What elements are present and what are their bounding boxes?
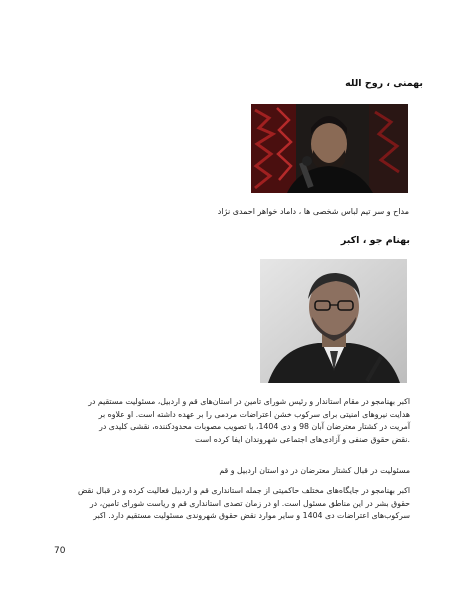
person-1-name: بهمنی ، روح الله (345, 78, 423, 89)
person-2-photo (260, 259, 407, 383)
bio-line: اکبر بهنامجو در مقام استاندار و رئیس شورای تامین در استان‌های قم و اردبیل، مسئولیت مستقیم در (88, 397, 410, 406)
responsibility-text (10, 485, 410, 523)
responsibility-line: حقوق بشر در این مناطق مسئول است. او در زمان تصدی استانداری قم و ریاست شورای تامین، در (89, 498, 410, 508)
bio-line: هدایت نیروهای امنیتی برای سرکوب خشن اعتراضات مردمی را بر عهده داشته است. او علاوه بر (98, 409, 410, 419)
responsibility-line: سرکوب‌های اعتراضات دی 1404 و سایر موارد نقض حقوق شهروندی مسئولیت مستقیم دارد. اکبر (93, 511, 410, 521)
page-number: 70 (54, 546, 66, 556)
person-2-name: بهنام جو ، اکبر (340, 235, 410, 246)
responsibility-heading: مسئولیت در قبال کشتار معترضان در دو استان اردبیل و قم (219, 466, 410, 475)
bio-line: آمریت در کشتار معترضان آبان 98 و دی 1404، با تصویب مصوبات محدودکننده، نقشی کلیدی در (99, 422, 410, 432)
responsibility-line: اکبر بهنامجو در جایگاه‌های مختلف حاکمیتی از جمله استانداری قم و اردبیل فعالیت کرده و در قبال نقض (77, 486, 410, 495)
person-2-bio (10, 396, 410, 446)
person-1-photo (251, 104, 408, 193)
bio-line: .نقض حقوق صنفی و آزادی‌های اجتماعی شهروندان ایفا کرده است (194, 434, 410, 444)
person-1-caption: مداح و سر تیم لباس شخصی ها ، داماد خواهر احمدی نژاد (217, 207, 409, 216)
